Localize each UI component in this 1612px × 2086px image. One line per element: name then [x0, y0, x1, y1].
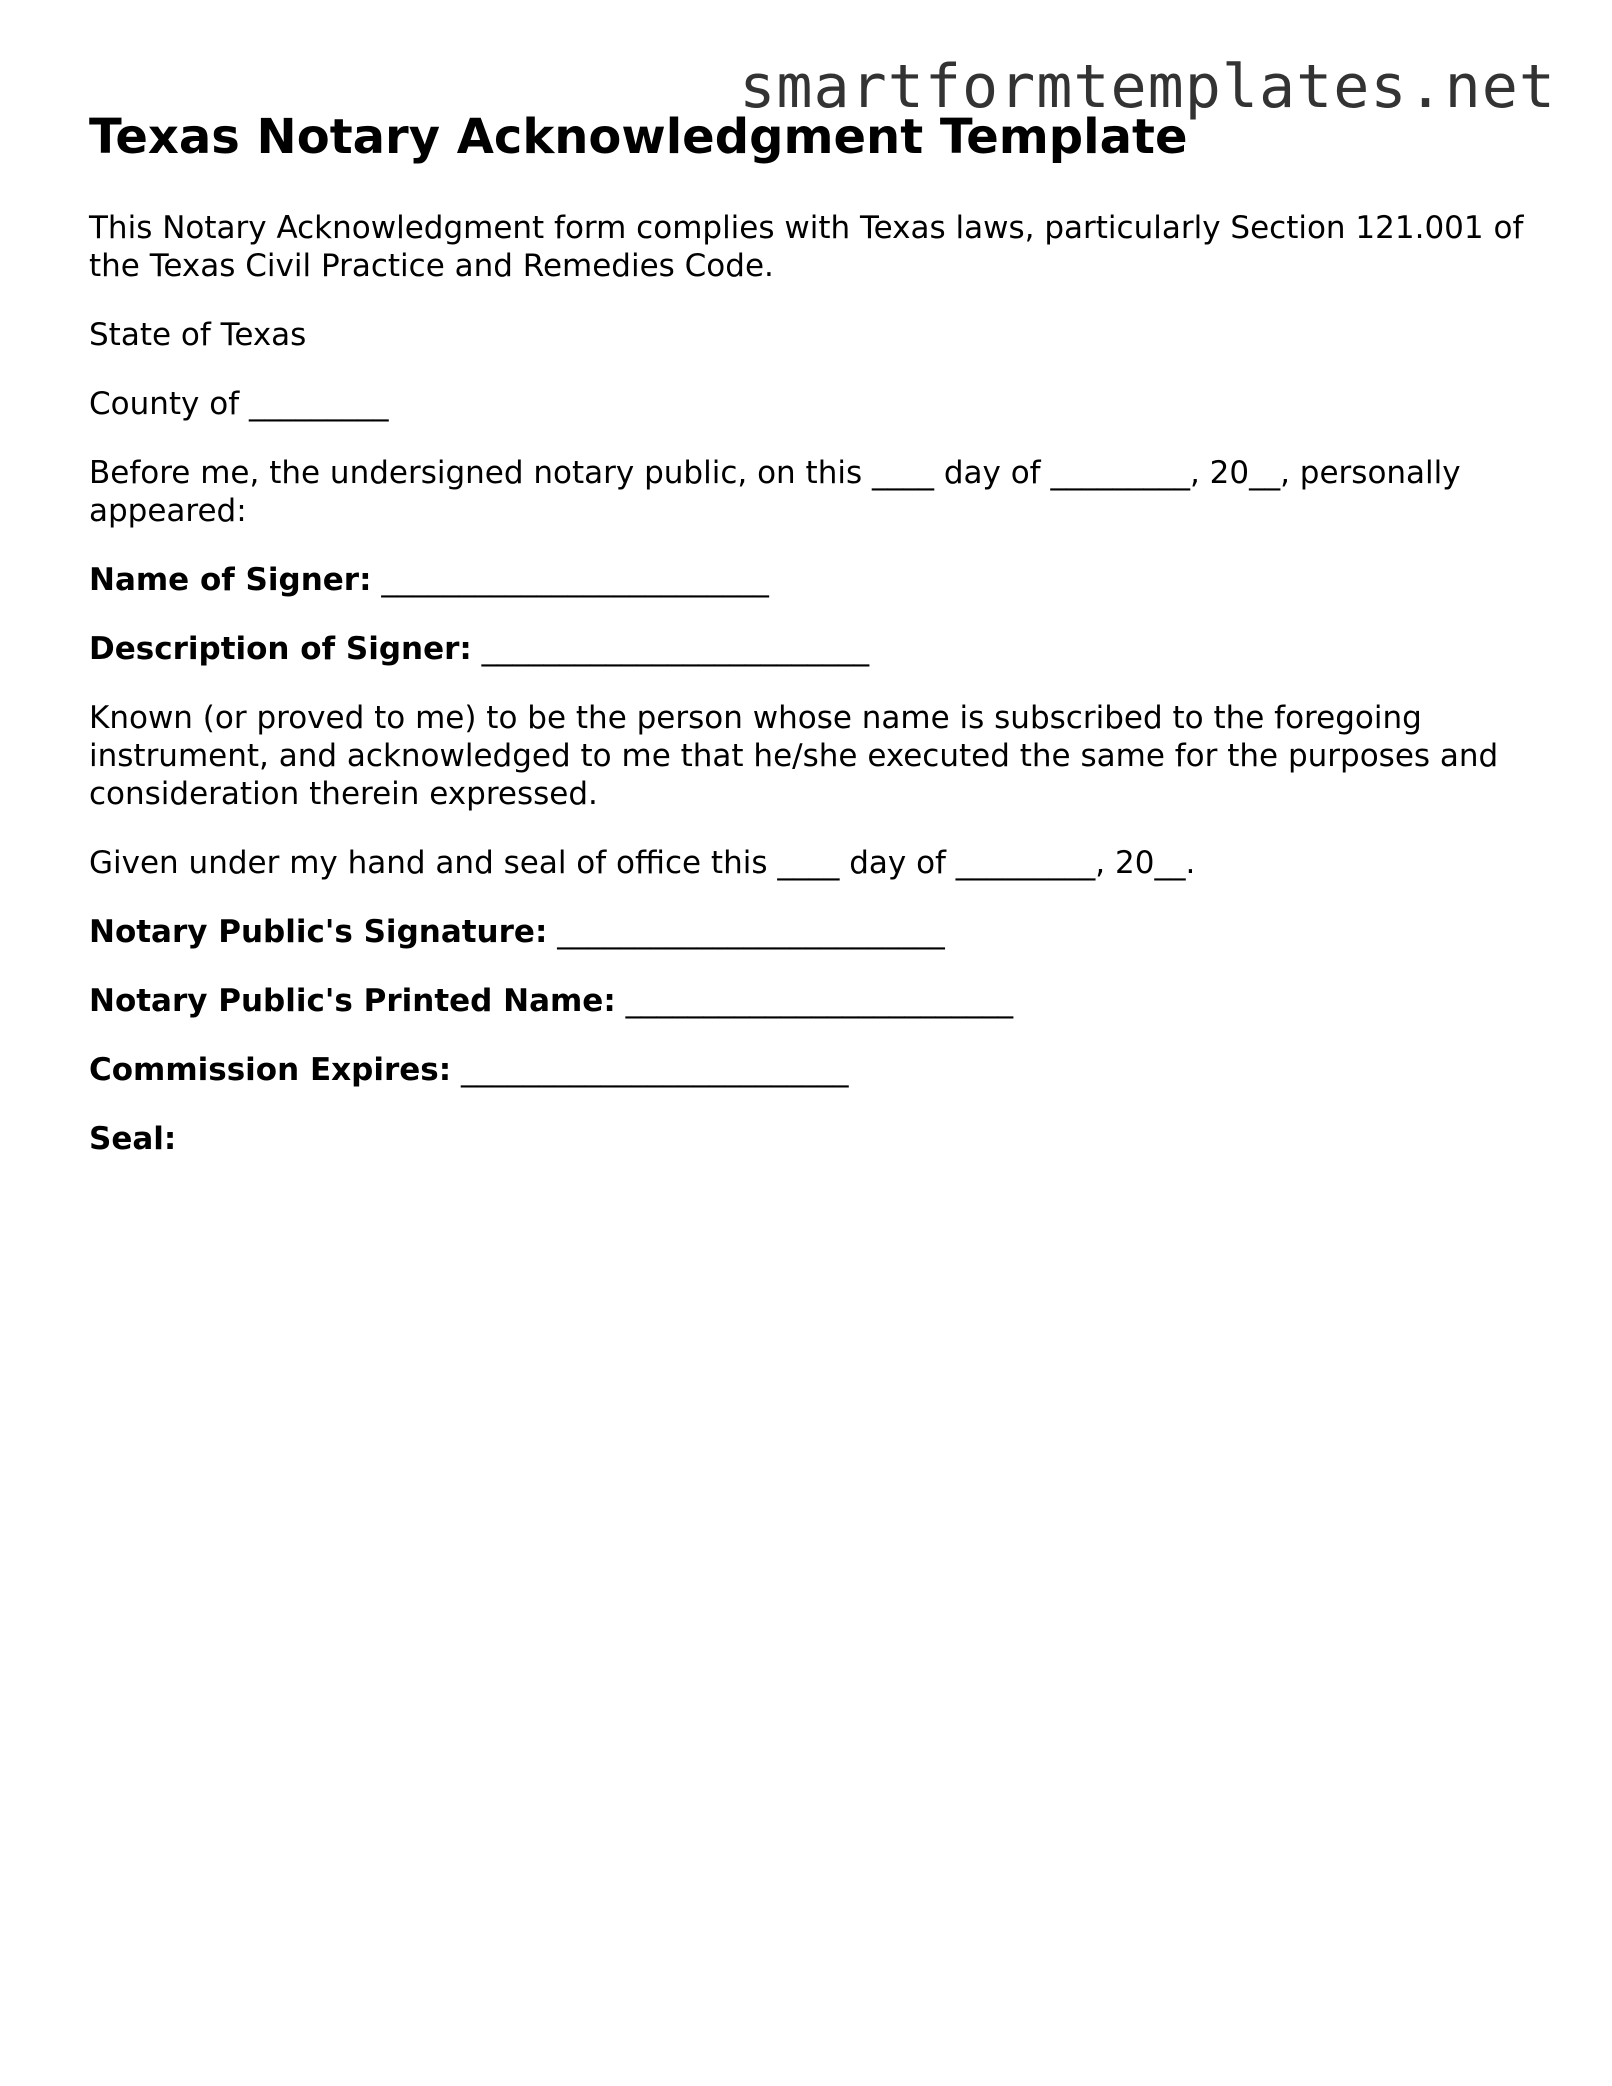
commission-expires-field [89, 1051, 1539, 1089]
signer-description-field [89, 630, 1539, 668]
site-watermark: smartformtemplates.net [739, 52, 1556, 122]
notary-printed-name-field [89, 982, 1539, 1020]
notary-signature-blank[interactable]: _________________________ [557, 914, 945, 951]
seal-field [89, 1120, 1539, 1158]
notary-signature-label: Notary Public's Signature: [89, 914, 548, 951]
signer-name-blank[interactable]: _________________________ [381, 562, 769, 599]
known-statement-paragraph: Known (or proved to me) to be the person whose name is subscribed to the foregoing instrument, and acknowledged to me that he/she executed the same for the purposes and consideration therein expressed. [89, 700, 1499, 813]
seal-label: Seal: [89, 1121, 177, 1158]
commission-expires-blank[interactable]: _________________________ [460, 1052, 849, 1089]
document-body [89, 110, 1539, 1189]
county-line: County of _________ [89, 386, 389, 423]
notary-signature-field [89, 913, 1539, 951]
commission-expires-label: Commission Expires: [89, 1052, 452, 1089]
appearance-paragraph: Before me, the undersigned notary public, on this ____ day of _________, 20__, personally appeared: [89, 455, 1461, 530]
given-statement-paragraph: Given under my hand and seal of office this ____ day of _________, 20__. [89, 845, 1196, 882]
signer-description-blank[interactable]: _________________________ [481, 631, 870, 668]
intro-paragraph: This Notary Acknowledgment form complies with Texas laws, particularly Section 121.001 of the Texas Civil Practice and Remedies Code. [89, 210, 1524, 285]
notary-printed-name-label: Notary Public's Printed Name: [89, 983, 616, 1020]
signer-name-field [89, 561, 1539, 599]
notary-printed-name-blank[interactable]: _________________________ [625, 983, 1014, 1020]
signer-name-label: Name of Signer: [89, 562, 372, 599]
state-line: State of Texas [89, 317, 307, 354]
signer-description-label: Description of Signer: [89, 631, 472, 668]
page-title: Texas Notary Acknowledgment Template [89, 109, 1188, 165]
